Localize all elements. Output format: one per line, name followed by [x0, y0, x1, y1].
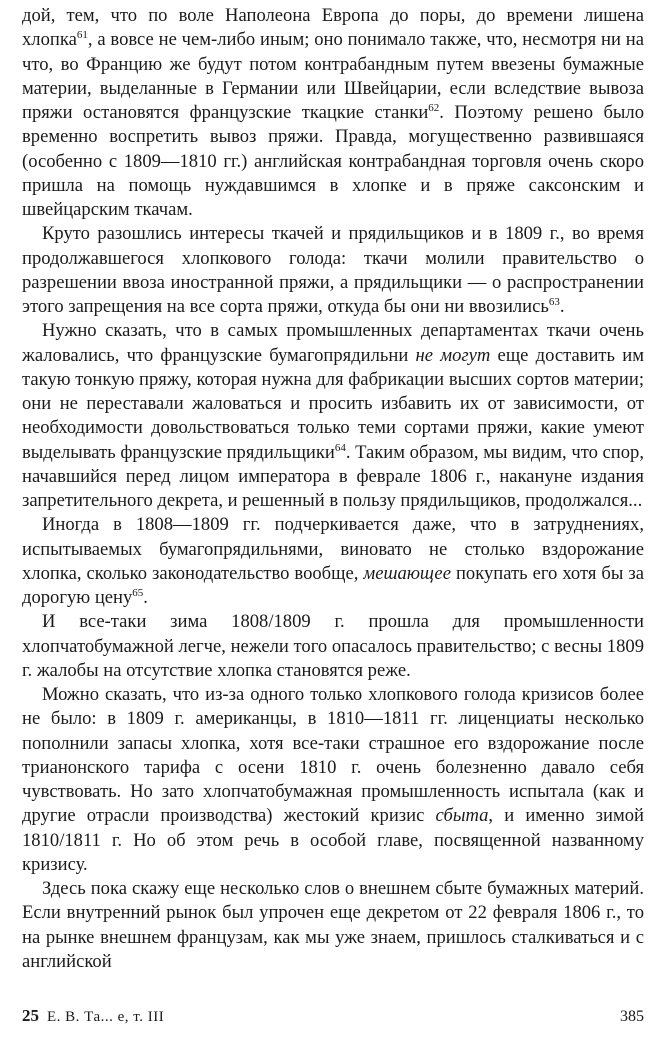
paragraph — [22, 319, 644, 513]
text-run: еще доставить им такую тонкую пряжу, которая нужна для фабрикации высших сортов материи; они не переставали жаловаться и просить избавить их от зависимости, от необходимости довольствоваться только теми сортами пряжи, какие умеют выделывать французские прядильщики — [22, 344, 644, 463]
signature-mark — [22, 1004, 164, 1029]
text-run: Круто разошлись интересы ткачей и прядильщиков и в 1809 г., во время продолжавшегося хлопкового голода: ткачи молили правительство о разрешении ввоза иностранной пряжи, а прядильщики — о распространении этого запрещения на все сорта пряжи, откуда бы они ни ввозились — [22, 223, 644, 317]
page-footer — [22, 1004, 644, 1034]
footnote-ref: 63 — [548, 295, 560, 308]
text-run: покупать его хотя бы за дорогую цену — [22, 562, 644, 608]
paragraph — [22, 877, 644, 974]
paragraph — [22, 683, 644, 877]
paragraph — [22, 610, 644, 683]
footnote-ref: 65 — [132, 586, 144, 599]
footnote-ref: 61 — [76, 29, 88, 42]
paragraph — [22, 4, 644, 222]
page-number: 385 — [620, 1008, 644, 1025]
text-run: , и именно зимой 1810/1811 г. Но об этом речь в особой главе, посвященной названному кризису. — [22, 805, 644, 875]
text-run: дой, тем, что по воле Наполеона Европа до поры, до времени лишена хлопка — [22, 5, 644, 51]
footnote-ref: 62 — [428, 101, 440, 114]
text-run: . Таким образом, мы видим, что спор, начавшийся перед лицом императора в феврале 1806 г., накануне издания запретительного декрета, и решенный в пользу прядильщиков, продолжался... — [22, 441, 644, 511]
text-run: . — [559, 296, 565, 317]
text-run: Иногда в 1808—1809 гг. подчеркивается даже, что в затруднениях, испытываемых бумагопрядильнями, виновато не столько вздорожание хлопка, сколько законодательство вообще, — [22, 514, 644, 584]
text-run: . — [143, 587, 148, 608]
text-run: , а вовсе не чем-либо иным; оно понимало также, что, несмотря ни на что, во Францию же будут потом контрабандным путем ввезены бумажные материи, выделанные в Германии или Швейцарии, если вследствие вывоза пряжи остановятся французские ткацкие станки — [22, 29, 644, 123]
text-run: И все-таки зима 1808/1809 г. прошла для промышленности хлопчатобумажной легче, нежели того опасалось правительство; с весны 1809 г. жалобы на отсутствие хлопка становятся реже. — [22, 611, 644, 681]
document-page — [22, 4, 644, 1040]
signature-number: 25 — [22, 1006, 39, 1025]
signature-text: Е. В. Та... е, т. III — [47, 1009, 165, 1025]
emphasis: не могут — [415, 344, 491, 366]
footnote-ref: 64 — [334, 441, 346, 454]
emphasis: мешающее — [363, 562, 451, 584]
text-run: . Поэтому решено было временно воспретить вывоз пряжи. Правда, могущественно развившаяся (особенно с 1809—1810 гг.) английская контрабандная торговля очень скоро пришла на помощь нуждавшимся в хлопке и в пряже саксонским и швейцарским ткачам. — [22, 102, 644, 220]
text-run: Можно сказать, что из-за одного только хлопкового голода кризисов более не было: в 1809 г. американцы, в 1810—1811 гг. лиценциаты несколько пополнили запасы хлопка, хотя все-таки страшное его вздорожание после трианонского тарифа с осени 1810 г. очень болезненно давало себя чувствовать. Но зато хлопчатобумажная промышленность испытала (как и другие отрасли производства) жестокий кризис — [22, 684, 644, 827]
emphasis: сбыта — [435, 805, 489, 827]
paragraph — [22, 513, 644, 610]
paragraph — [22, 222, 644, 319]
text-run: Нужно сказать, что в самых промышленных департаментах ткачи очень жаловались, что французские бумагопрядильни — [22, 320, 644, 366]
text-run: Здесь пока скажу еще несколько слов о внешнем сбыте бумажных материй. Если внутренний рынок был упрочен еще декретом от 22 февраля 1806 г., то на рынке внешнем французам, как мы уже знаем, пришлось сталкиваться и с английской — [22, 878, 644, 972]
body-text — [22, 4, 644, 974]
